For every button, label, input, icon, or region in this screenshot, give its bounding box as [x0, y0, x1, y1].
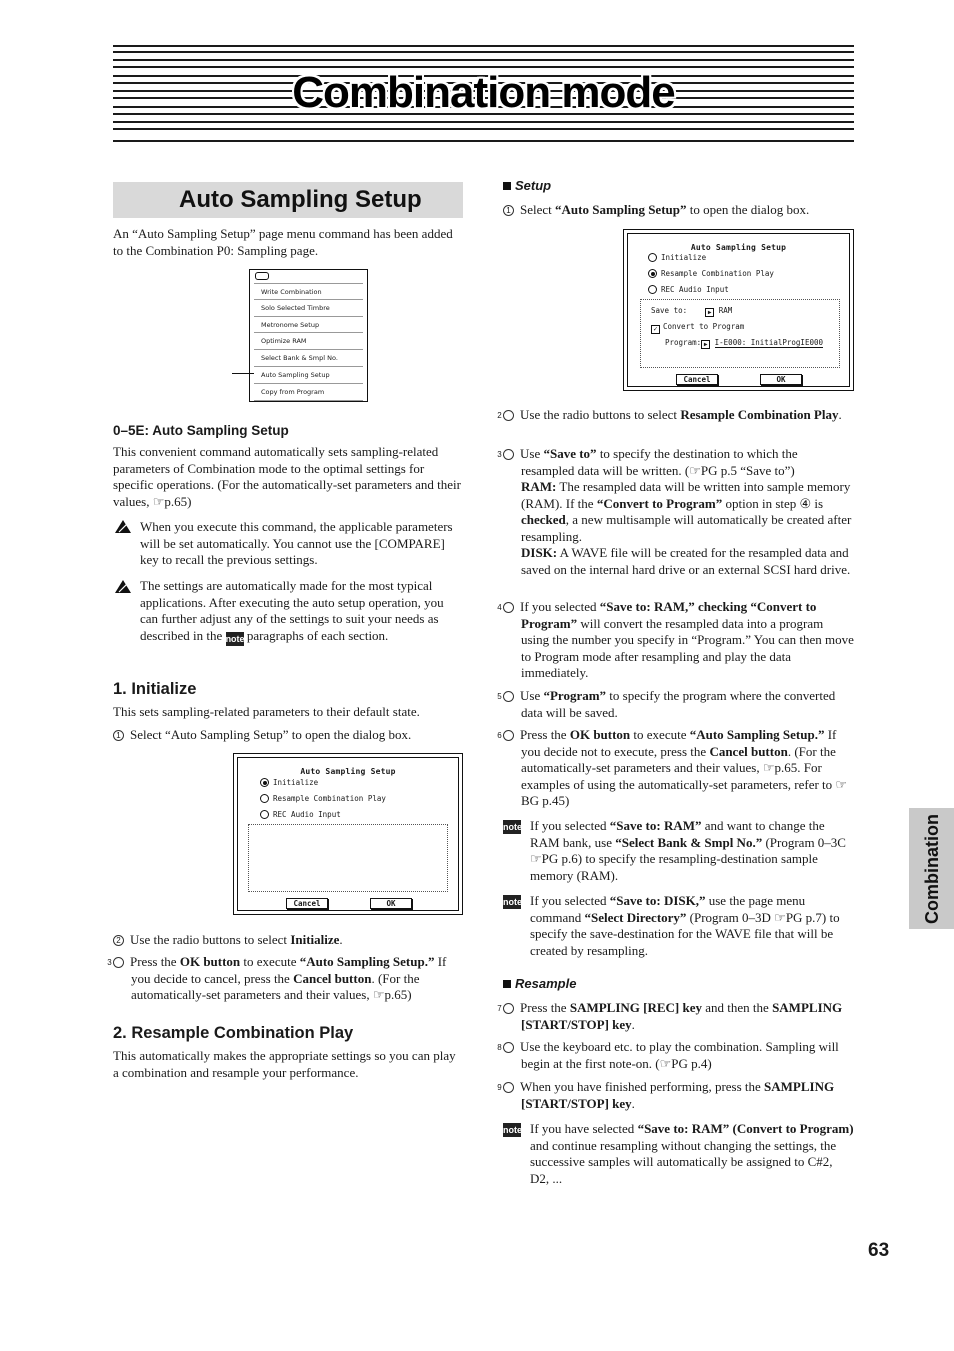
radio-resample-combination[interactable]: Resample Combination Play	[648, 269, 774, 279]
init-step-3: 3 Press the OK button to execute “Auto Sampling Setup.” If you decide to cancel, press the Cancel button. (For the automatically-set parameters and their values, ☞p.65)	[107, 954, 447, 1002]
note-icon: note	[503, 1125, 522, 1135]
radio-rec-audio[interactable]: REC Audio Input	[260, 810, 341, 820]
page-number: 63	[868, 1240, 890, 1261]
setup-step-1: 1 Select “Auto Sampling Setup” to open the dialog box.	[503, 202, 854, 219]
resample-combination-heading: 2. Resample Combination Play	[113, 1024, 354, 1042]
page-menu-screen	[249, 269, 368, 402]
caution-pen-icon	[113, 578, 133, 594]
menu-item[interactable]: Solo Selected Timbre	[254, 300, 363, 317]
radio-initialize[interactable]: Initialize	[260, 778, 318, 788]
note-icon: note	[503, 897, 522, 907]
chapter-title: Combination mode	[292, 68, 675, 117]
menu-item[interactable]: Auto Sampling Setup	[254, 367, 363, 384]
dialog-title: Auto Sampling Setup	[300, 767, 396, 776]
initialize-desc: This sets sampling-related parameters to their default state.	[113, 704, 420, 719]
options-area	[248, 824, 448, 892]
note-icon: note	[225, 633, 245, 644]
program-field[interactable]: Program: ▶ I-E000: InitialProgIE000	[665, 338, 824, 348]
caution-1: When you execute this command, the applicable parameters will be set automatically. You cannot use the [COMPARE] key to recall the previous settings.	[140, 519, 453, 567]
cancel-button[interactable]: Cancel	[676, 374, 718, 385]
save-to-field[interactable]: Save to: ▶ RAM	[651, 306, 733, 316]
radio-initialize[interactable]: Initialize	[648, 253, 706, 263]
resample-dialog-screen	[623, 229, 854, 391]
intro-text: An “Auto Sampling Setup” page menu command has been added to the Combination P0: Sampling page.	[113, 226, 453, 258]
caution-pen-icon	[113, 518, 133, 534]
menu-pointer-line	[232, 373, 254, 374]
radio-resample-combination[interactable]: Resample Combination Play	[260, 794, 386, 804]
setup-step-2: 2 Use the radio buttons to select Resample Combination Play.	[497, 407, 842, 422]
setup-step-4: 4 If you selected “Save to: RAM,” checking “Convert to Program” will convert the resampled data into a program using the number you specify in “Program.” You can then move to Program mode after resampling and play the data immediately.	[497, 599, 854, 680]
command-heading: 0–5E: Auto Sampling Setup	[113, 423, 289, 438]
menu-item[interactable]: Select Bank & Smpl No.	[254, 350, 363, 367]
command-description: This convenient command automatically sets sampling-related parameters of Combination mode to the optimal settings for specific operations. (For the automatically-set parameters and their values, ☞p.65)	[113, 444, 461, 509]
menu-icon	[255, 272, 269, 280]
ok-button[interactable]: OK	[760, 374, 802, 385]
initialize-dialog-screen	[233, 753, 463, 915]
section-title-box	[113, 182, 463, 218]
caution-2: The settings are automatically made for the most typical applications. After executing the auto setup operation, you can further adjust any of the settings to suit your needs as described in the note paragraphs of each section.	[140, 578, 444, 644]
initialize-heading: 1. Initialize	[113, 680, 197, 698]
menu-item[interactable]: Copy from Program	[254, 384, 363, 401]
dialog-title: Auto Sampling Setup	[690, 243, 787, 252]
init-step-2: 2 Use the radio buttons to select Initialize.	[113, 932, 463, 949]
chapter-side-tab: Combination	[909, 808, 954, 929]
setup-step-5: 5 Use “Program” to specify the program where the converted data will be saved.	[497, 688, 836, 720]
setup-step-6: 6 Press the OK button to execute “Auto Sampling Setup.” If you decide not to execute, press the Cancel button. (For the automatically-set parameters and their values, ☞p.65. For examples of using the automatically-set parameters, refer to ☞BG p.45)	[497, 727, 848, 808]
resample-step-7: 7 Press the SAMPLING [REC] key and then the SAMPLING [START/STOP] key.	[497, 1000, 843, 1032]
menu-item[interactable]: Metronome Setup	[254, 317, 363, 334]
menu-item[interactable]: Write Combination	[254, 283, 363, 300]
resample-combination-desc: This automatically makes the appropriate settings so you can play a combination and resample your performance.	[113, 1048, 456, 1080]
section-title: Auto Sampling Setup	[179, 186, 422, 213]
chapter-banner	[113, 45, 854, 142]
init-step-1: 1 Select “Auto Sampling Setup” to open the dialog box.	[113, 727, 463, 744]
convert-to-program-checkbox[interactable]: ✓ Convert to Program	[651, 322, 744, 334]
setup-step-3: 3 Use “Save to” to specify the destination to which the resampled data will be written. (☞PG p.5 “Save to”) RAM: The resampled data will be written into sample memory (RAM). If the “Convert to Program” option in step ④ is checked, a new multisample will automatically be created after resampling. DISK: A WAVE file will be created for the resampled data and saved on the internal hard drive or an external SCSI hard drive.	[497, 446, 852, 577]
options-area	[640, 299, 840, 368]
resample-subheading: Resample	[503, 976, 576, 993]
resample-step-8: 8 Use the keyboard etc. to play the combination. Sampling will begin at the first note-on. (☞PG p.4)	[497, 1039, 839, 1071]
setup-subheading: Setup	[503, 178, 551, 195]
ok-button[interactable]: OK	[370, 898, 412, 909]
cancel-button[interactable]: Cancel	[286, 898, 328, 909]
radio-rec-audio[interactable]: REC Audio Input	[648, 285, 729, 295]
resample-step-9: 9 When you have finished performing, press the SAMPLING [START/STOP] key.	[497, 1079, 835, 1111]
note-icon: note	[503, 822, 522, 832]
menu-item[interactable]: Optimize RAM	[254, 333, 363, 350]
